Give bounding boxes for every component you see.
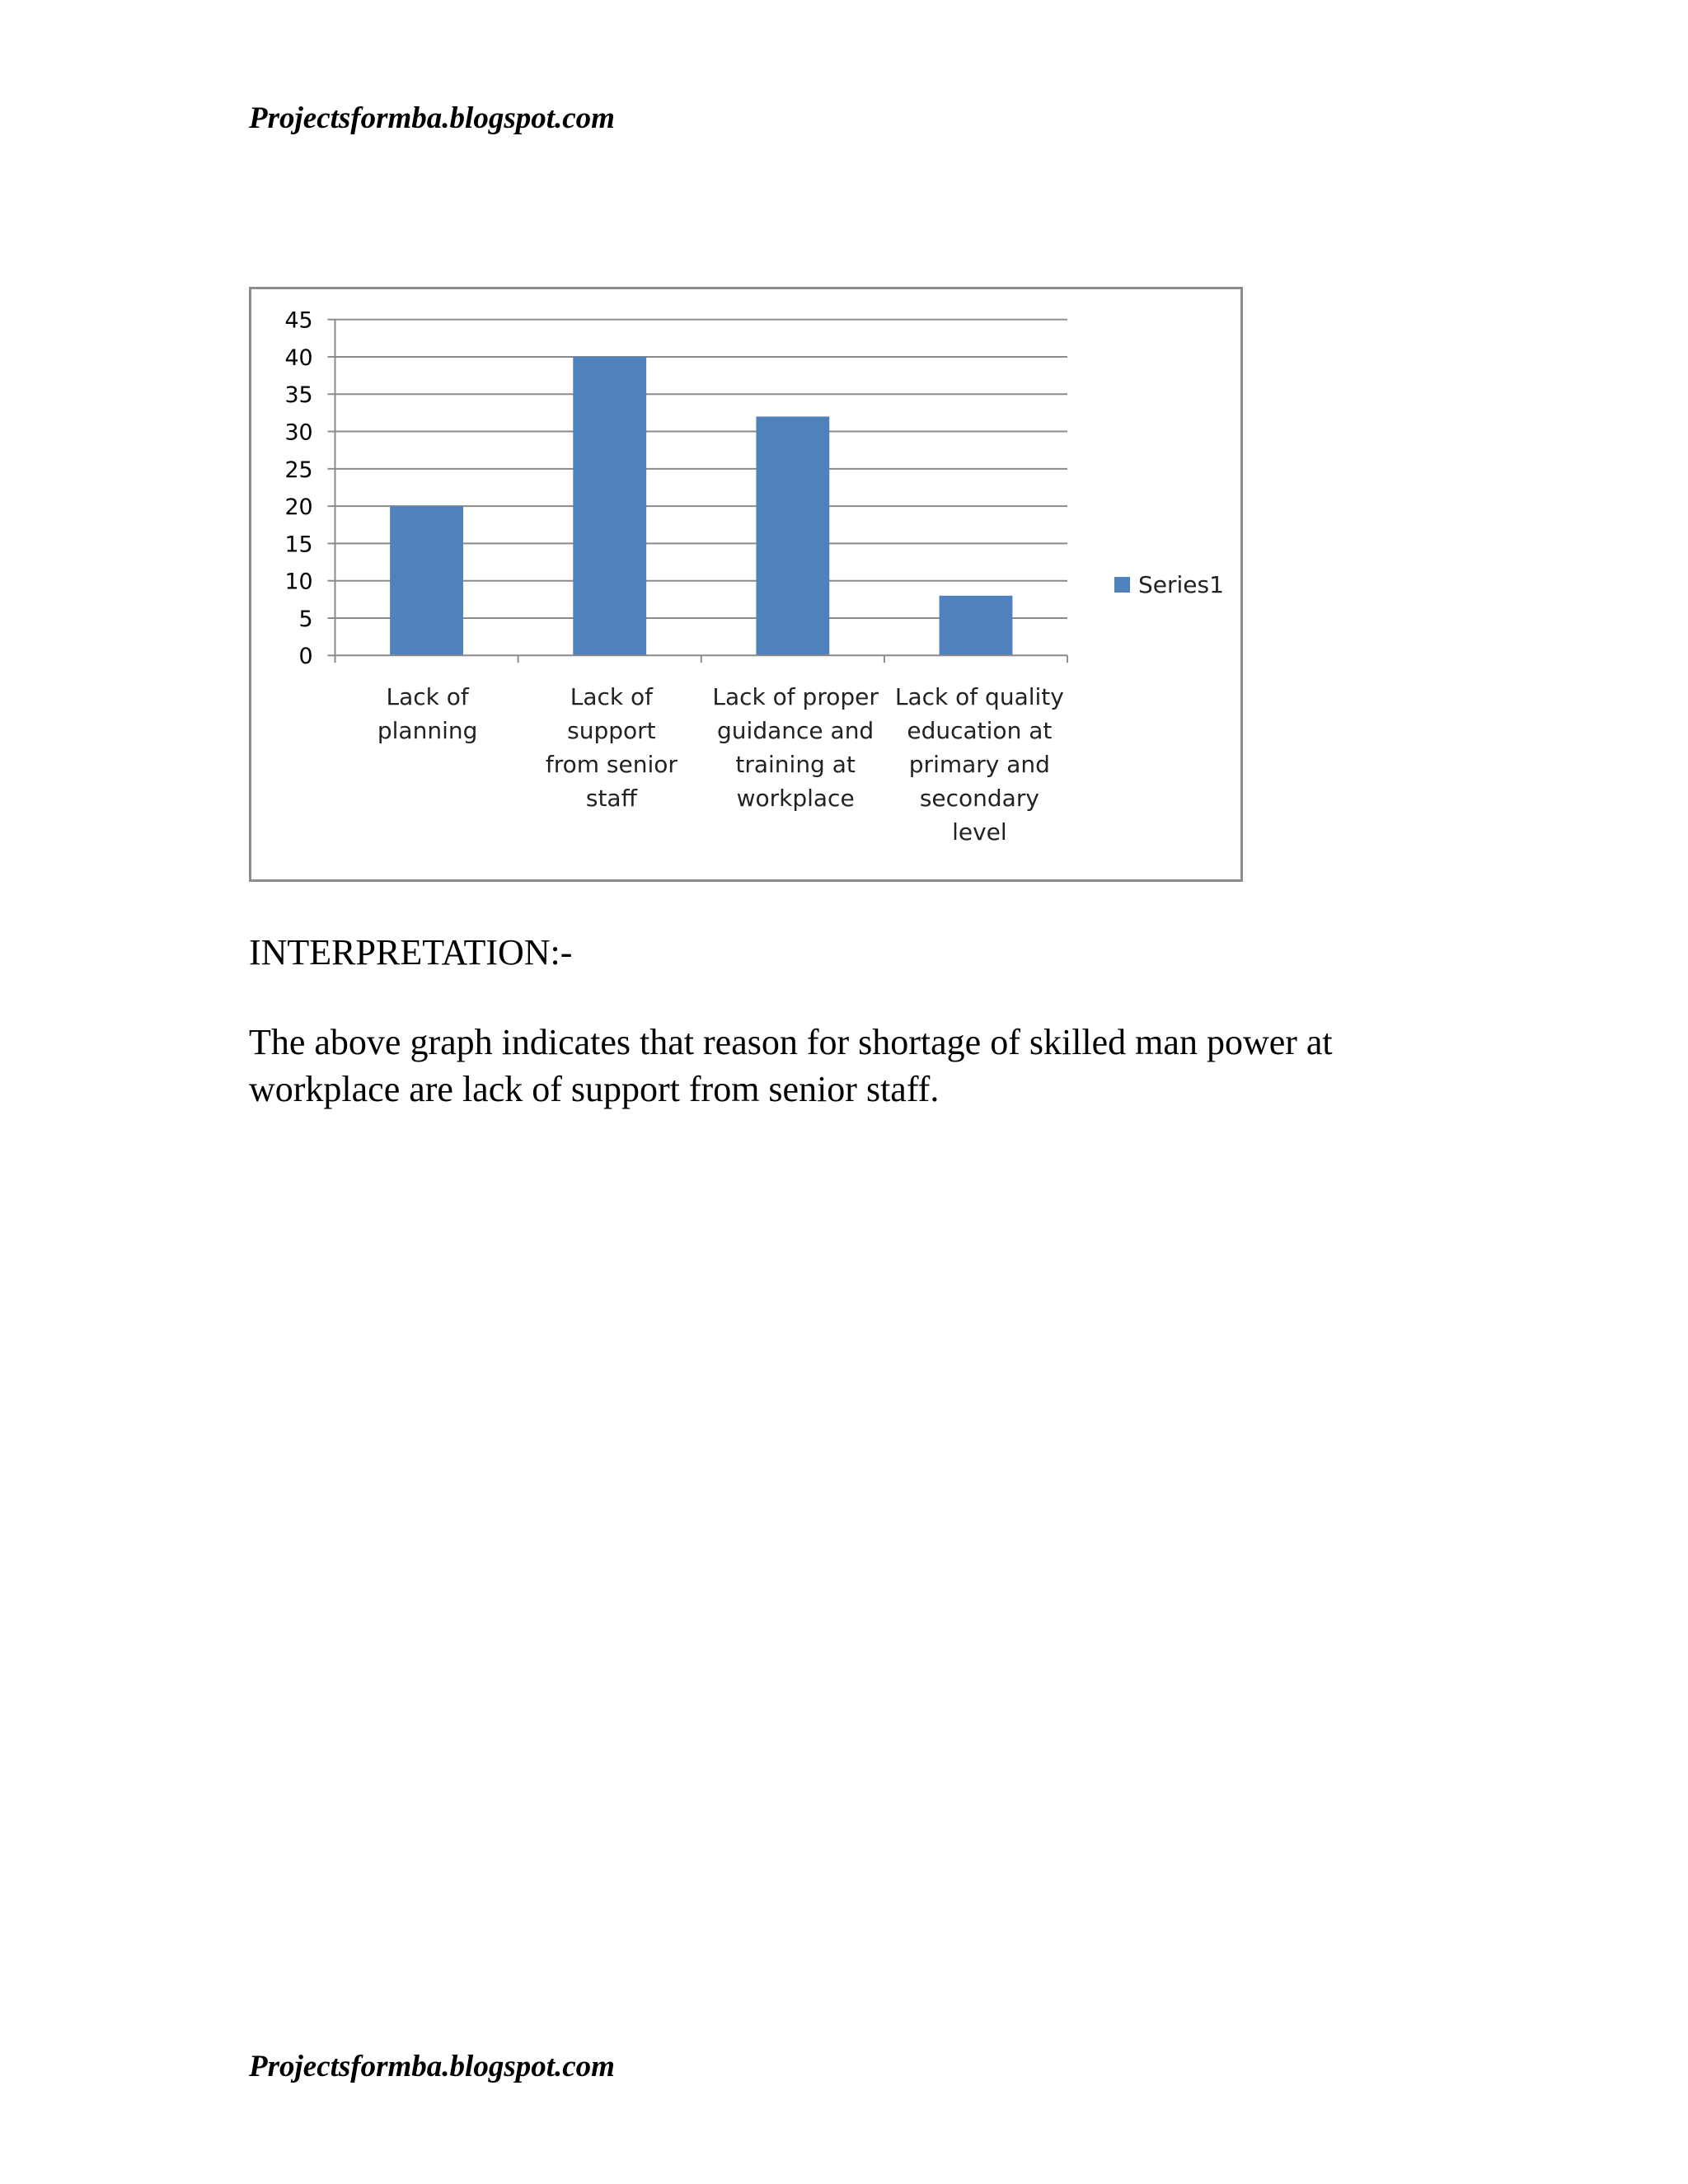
y-tick-label: 0: [298, 644, 313, 670]
page-header: Projectsformba.blogspot.com: [249, 101, 615, 135]
x-category-label: Lack of quality education at primary and secondary level: [894, 683, 1064, 846]
bar: [390, 506, 463, 655]
y-tick-label: 30: [284, 419, 313, 446]
y-axis-ticks: [284, 308, 335, 670]
bar: [940, 596, 1013, 655]
x-category-label: Lack of support from senior staff: [545, 683, 678, 812]
y-tick-label: 15: [284, 532, 313, 558]
bar: [756, 416, 829, 655]
legend-label: Series1: [1138, 571, 1224, 598]
chart-legend: [1114, 571, 1224, 598]
bar: [573, 357, 646, 655]
interpretation-text: The above graph indicates that reason for shortage of skilled man power at workplace are lack of support from senior staff.: [249, 1022, 1333, 1109]
interpretation-heading: INTERPRETATION:-: [249, 932, 573, 972]
y-tick-label: 5: [298, 606, 313, 632]
legend-swatch: [1114, 577, 1130, 593]
y-tick-label: 45: [284, 307, 313, 334]
y-tick-label: 40: [284, 344, 313, 371]
y-tick-label: 20: [284, 494, 313, 521]
y-tick-label: 10: [284, 569, 313, 595]
bar-chart: [249, 287, 1243, 882]
page-footer: Projectsformba.blogspot.com: [249, 2050, 615, 2083]
x-category-label: Lack of planning: [377, 683, 478, 744]
y-tick-label: 25: [284, 457, 313, 483]
x-category-label: Lack of proper guidance and training at workplace: [712, 683, 879, 812]
y-tick-label: 35: [284, 382, 313, 409]
